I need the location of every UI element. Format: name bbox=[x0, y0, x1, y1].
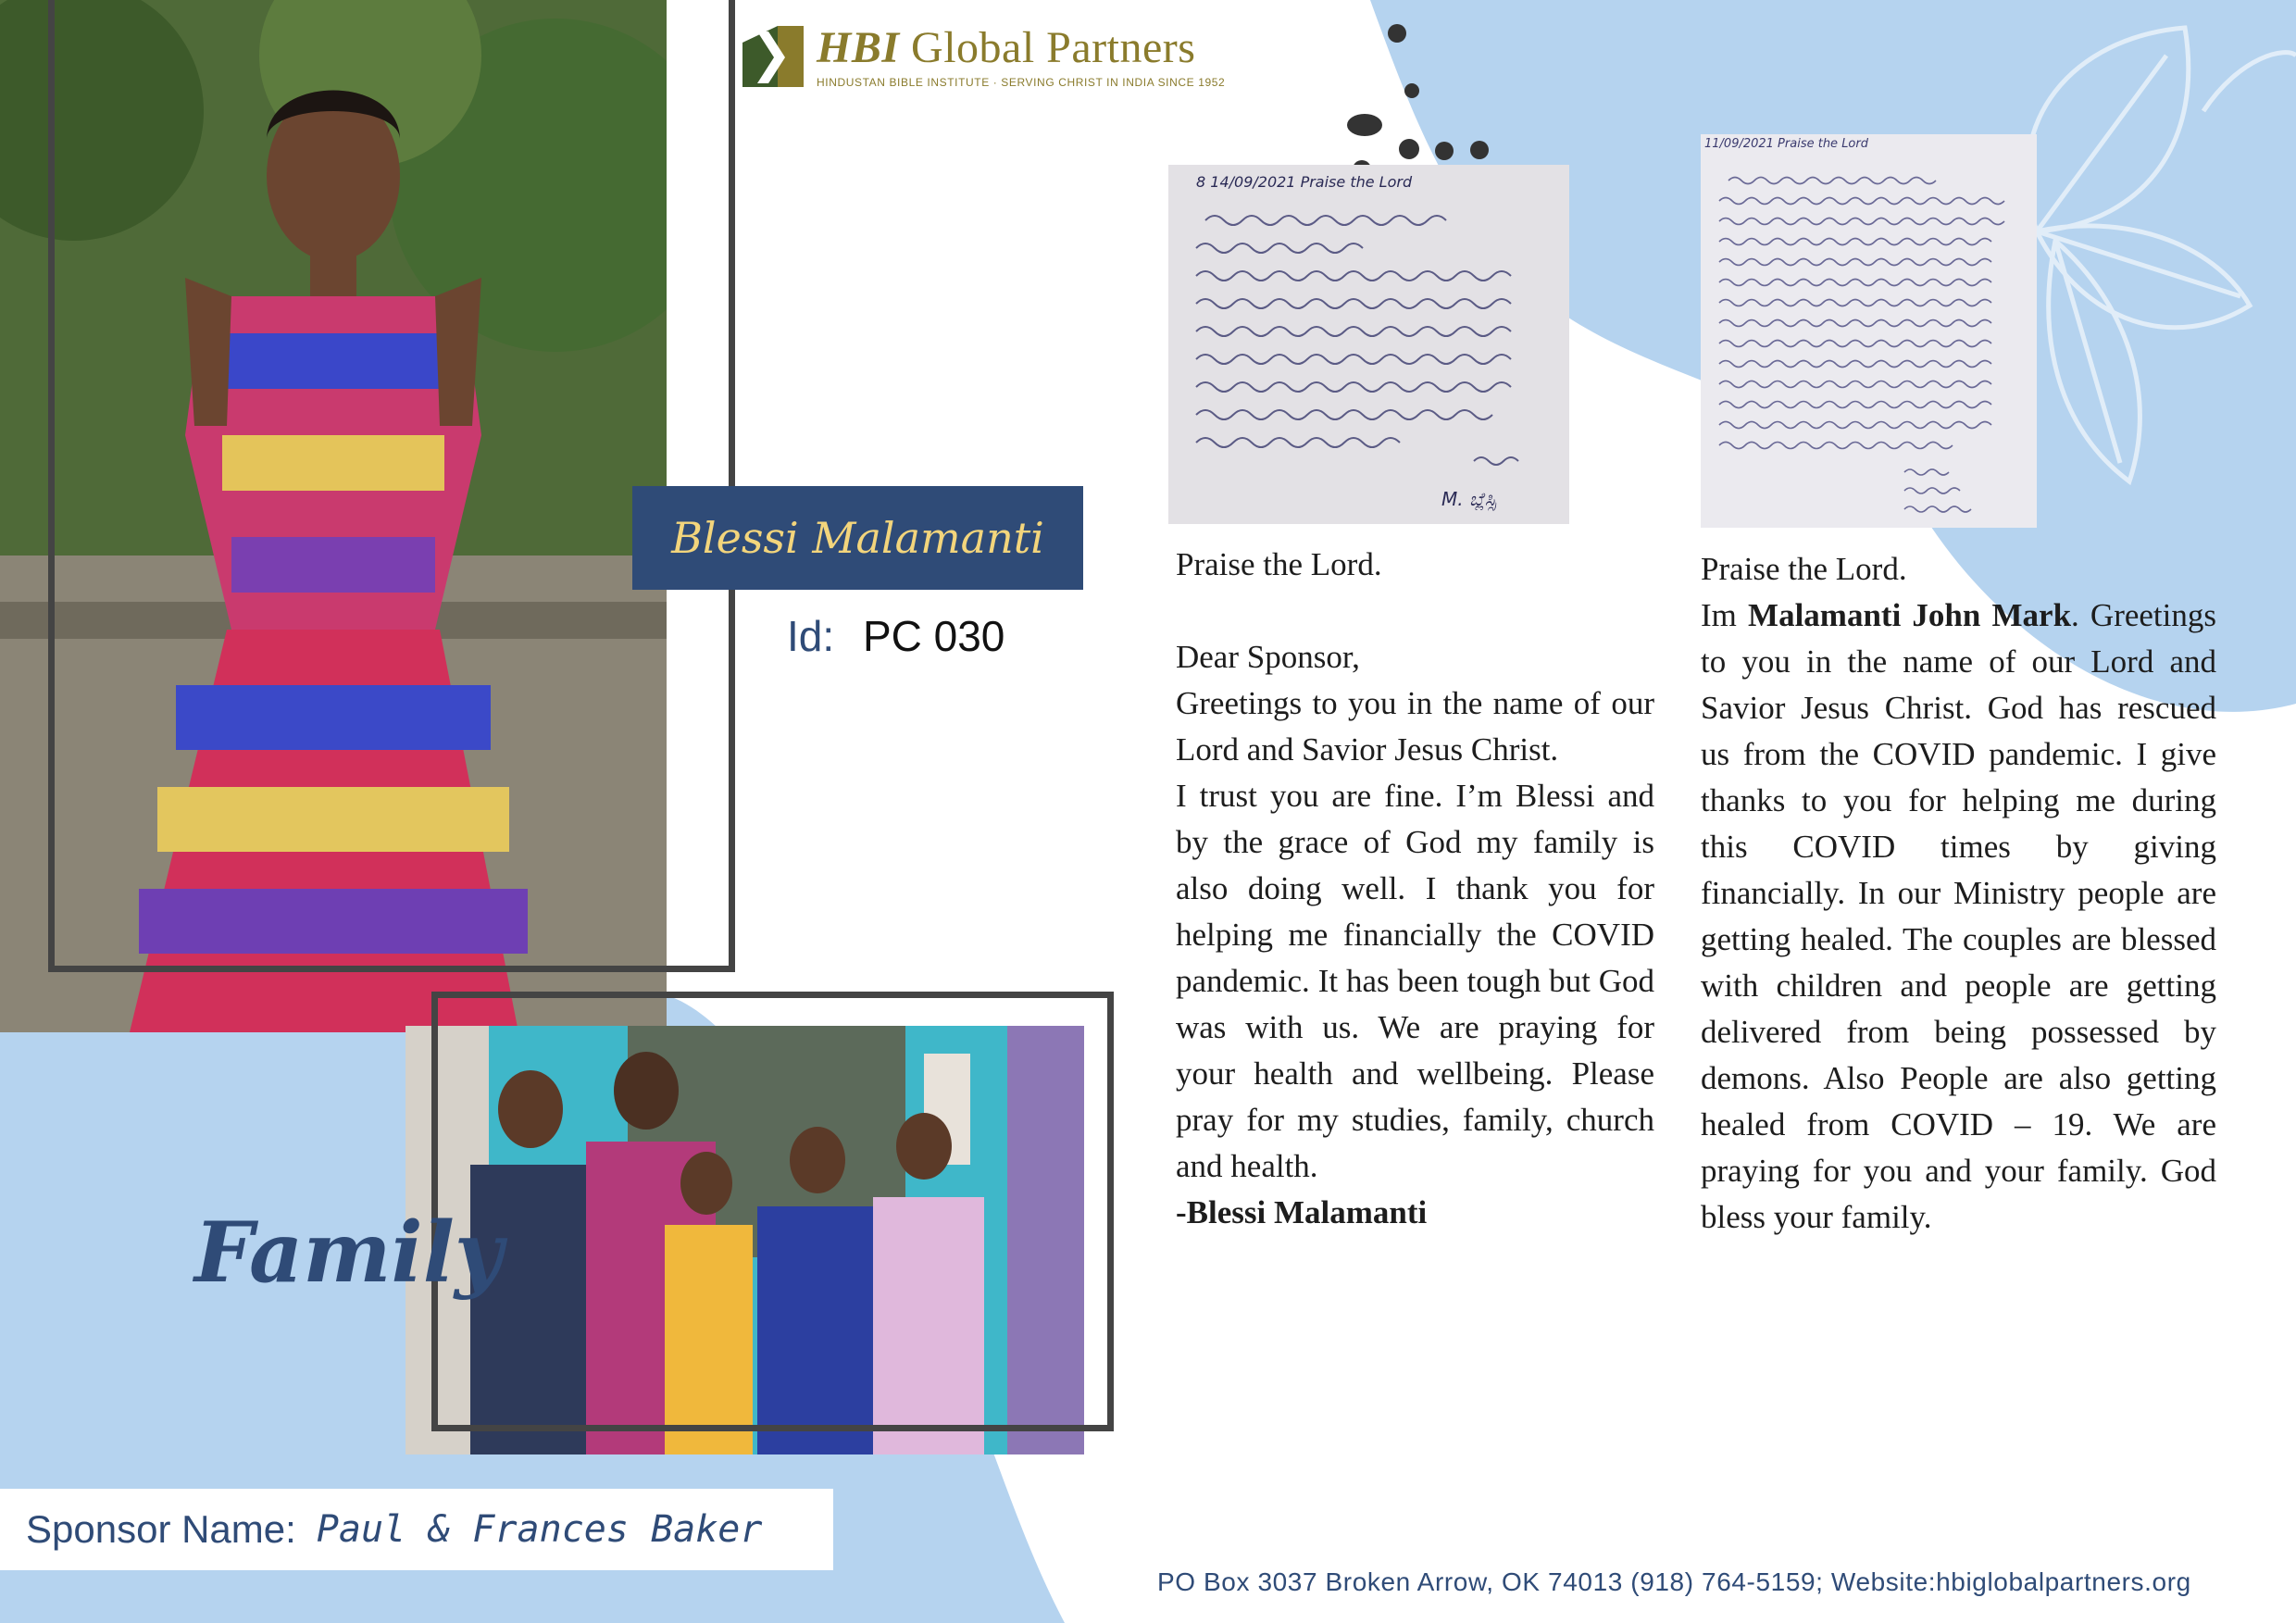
letter2-opening: Praise the Lord. bbox=[1701, 551, 1907, 587]
letter1-paragraph-3: Greetings to you in the name of our Lord and Savior Jesus Christ. bbox=[1176, 685, 1654, 768]
handwritten-letter-2 bbox=[1701, 134, 2037, 528]
logo-title-hbi: HBI bbox=[817, 23, 900, 72]
letter1-paragraph-2: Dear Sponsor, bbox=[1176, 639, 1360, 675]
letter1-spacer bbox=[1176, 588, 1654, 634]
letter2-handwritten-header: 11/09/2021 Praise the Lord bbox=[1704, 137, 1868, 151]
hbi-logo-icon bbox=[741, 24, 805, 89]
letter1-paragraph-4: I trust you are fine. I’m Blessi and by the grace of God my family is also doing well. I thank you for helping me financially the COVID pandemic. It has been tough but God was with us. We are praying for your health and wellbeing. Please pray for my studies, family, church and health. bbox=[1176, 778, 1654, 1184]
footer-contact: PO Box 3037 Broken Arrow, OK 74013 (918) 764-5159; Website:hbiglobalpartners.org bbox=[1157, 1567, 2191, 1596]
logo-title bbox=[817, 22, 1195, 73]
sponsor-name: Paul & Frances Baker bbox=[316, 1508, 763, 1551]
child-name-banner bbox=[632, 486, 1083, 590]
child-id-row bbox=[787, 611, 1004, 661]
child-id-value: PC 030 bbox=[862, 612, 1005, 660]
family-label: Family bbox=[194, 1204, 504, 1302]
logo-title-rest: Global Partners bbox=[911, 23, 1196, 72]
logo-subtitle: HINDUSTAN BIBLE INSTITUTE · SERVING CHRIST IN INDIA SINCE 1952 bbox=[817, 76, 1226, 89]
letter1-handwritten-signature: M. ಬ್ಲೆಸ್ಸಿ bbox=[1441, 488, 1497, 510]
letter1-signature: -Blessi Malamanti bbox=[1176, 1194, 1428, 1230]
hbi-logo bbox=[741, 20, 1241, 96]
letter2-body-paragraph bbox=[1701, 593, 2216, 1241]
letter1-text bbox=[1176, 542, 1654, 1236]
letter2-intro-name: Malamanti John Mark bbox=[1748, 597, 2072, 633]
sponsor-label: Sponsor Name: bbox=[26, 1507, 296, 1551]
child-id-label: Id: bbox=[787, 612, 835, 660]
handwritten-letter-1 bbox=[1168, 165, 1569, 524]
photo-frame-bottom bbox=[431, 992, 1114, 1431]
letter1-paragraph-0: Praise the Lord. bbox=[1176, 546, 1382, 582]
letter2-body: . Greetings to you in the name of our Lord and Savior Jesus Christ. God has rescued us from the COVID pandemic. I give thanks to you for helping me during this COVID times by giving financially. In our Ministry people are getting healed. The couples are blessed with children and people are getting delivered from being possessed by demons. Also People are also getting healed from COVID – 19. We are praying for you and your family. God bless your family. bbox=[1701, 597, 2216, 1235]
child-name: Blessi Malamanti bbox=[671, 513, 1044, 563]
letter2-intro-prefix: Im bbox=[1701, 597, 1749, 633]
letter1-handwritten-header: 8 14/09/2021 Praise the Lord bbox=[1196, 173, 1413, 191]
sponsor-box bbox=[0, 1489, 833, 1570]
letter2-text bbox=[1701, 546, 2216, 1241]
